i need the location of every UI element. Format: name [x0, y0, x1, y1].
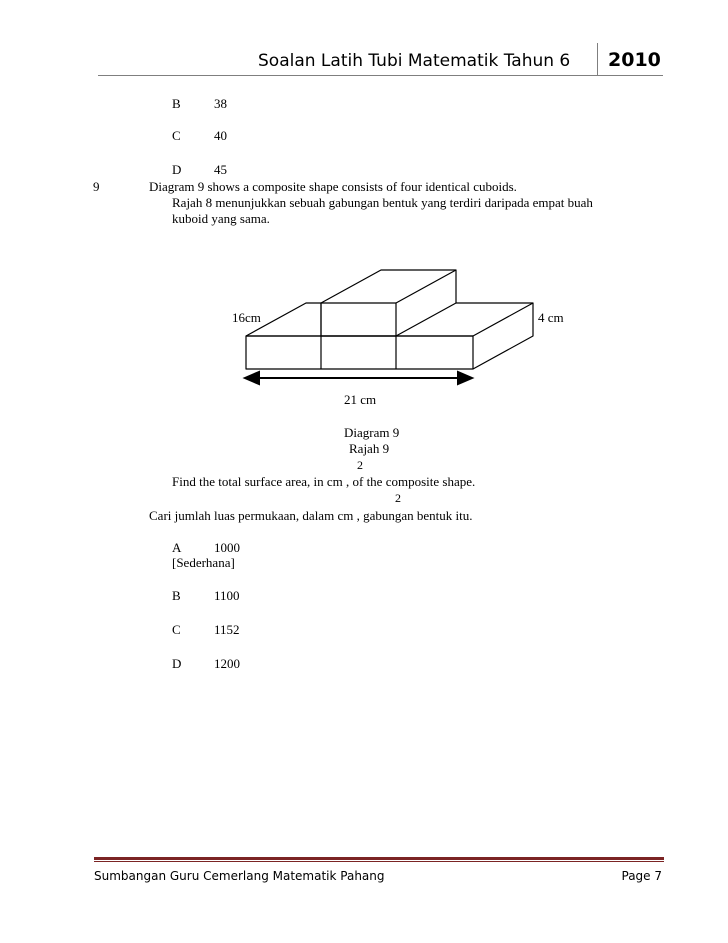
question-number: 9 [93, 179, 100, 194]
prev-option-b-value: 38 [214, 96, 227, 111]
dimension-arrow-right-head [458, 372, 472, 384]
top-cuboid-front [321, 303, 396, 336]
footer-page-number: Page 7 [621, 869, 662, 883]
option-a-letter: A [172, 540, 182, 555]
option-c-letter: C [172, 622, 181, 637]
diagram-label-right: 4 cm [538, 310, 564, 325]
question-text-en: Diagram 9 shows a composite shape consists of four identical cuboids. [149, 179, 517, 194]
option-b-value: 1100 [214, 588, 240, 603]
diagram-caption-ms: Rajah 9 [349, 441, 390, 456]
dimension-arrow-left-head [245, 372, 259, 384]
bottom-row-front [246, 336, 473, 369]
prev-option-d-letter: D [172, 162, 182, 177]
option-b-letter: B [172, 588, 181, 603]
option-a-value: 1000 [214, 540, 240, 555]
prev-option-c-letter: C [172, 128, 181, 143]
footer-left-text: Sumbangan Guru Cemerlang Matematik Pahang [94, 869, 385, 883]
question-ask-en: Find the total surface area, in cm , of the composite shape. [172, 474, 476, 489]
question-text-ms-line1: Rajah 8 menunjukkan sebuah gabungan bentuk yang terdiri daripada empat buah [172, 195, 593, 210]
bottom-right-diagonal [473, 303, 533, 336]
top-cuboid-right-diagonal [396, 270, 456, 303]
difficulty-tag: [Sederhana] [172, 555, 235, 570]
superscript-unit-1: 2 [357, 458, 363, 472]
option-d-value: 1200 [214, 656, 240, 671]
page-header-title: Soalan Latih Tubi Matematik Tahun 6 [258, 51, 571, 71]
superscript-unit-2: 2 [395, 491, 401, 505]
top-cuboid-lower-diagonal [396, 303, 456, 336]
page-header-year: 2010 [608, 49, 661, 71]
option-d-letter: D [172, 656, 182, 671]
prev-option-c-value: 40 [214, 128, 227, 143]
question-text-ms-line2: kuboid yang sama. [172, 211, 270, 226]
prev-option-d-value: 45 [214, 162, 227, 177]
footer-rule-thin [94, 861, 664, 862]
diagram-label-bottom: 21 cm [344, 392, 377, 407]
option-c-value: 1152 [214, 622, 240, 637]
prev-option-b-letter: B [172, 96, 181, 111]
diagram-caption-en: Diagram 9 [344, 425, 400, 440]
diagram-label-left: 16cm [232, 310, 261, 325]
question-ask-ms: Cari jumlah luas permukaan, dalam cm , gabungan bentuk itu. [149, 508, 473, 523]
footer-rule-thick [94, 857, 664, 860]
top-cuboid-top [321, 270, 456, 303]
